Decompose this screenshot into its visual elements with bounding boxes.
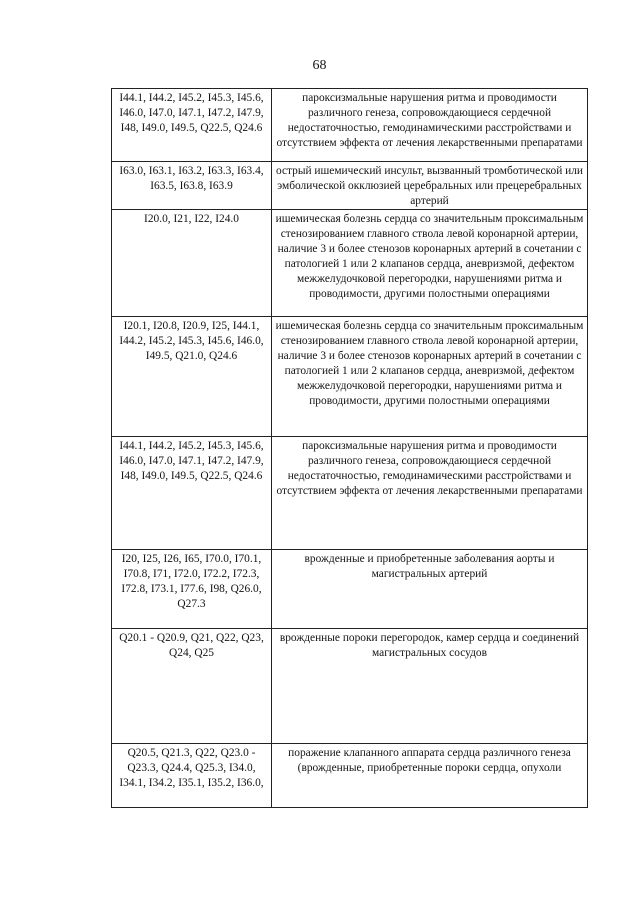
description-cell: пароксизмальные нарушения ритма и проводимости различного генеза, сопровождающиеся сердечной недостаточностью, гемодинамическими расстройствами и отсутствием эффекта от лечения лекарственными препаратами <box>272 89 588 162</box>
table-row <box>112 437 588 550</box>
description-cell: врожденные пороки перегородок, камер сердца и соединений магистральных сосудов <box>272 629 588 744</box>
page-number: 68 <box>312 58 327 73</box>
table-row <box>112 162 588 210</box>
description-cell: поражение клапанного аппарата сердца различного генеза (врожденные, приобретенные пороки сердца, опухоли <box>272 744 588 808</box>
codes-cell: I20, I25, I26, I65, I70.0, I70.1, I70.8, I71, I72.0, I72.2, I72.3, I72.8, I73.1, I77.6, I98, Q26.0, Q27.3 <box>112 550 272 629</box>
diagnosis-codes-table <box>111 88 588 808</box>
codes-cell: I20.1, I20.8, I20.9, I25, I44.1, I44.2, I45.2, I45.3, I45.6, I46.0, I49.5, Q21.0, Q24.6 <box>112 317 272 437</box>
table-row <box>112 629 588 744</box>
table-row <box>112 550 588 629</box>
description-cell: врожденные и приобретенные заболевания аорты и магистральных артерий <box>272 550 588 629</box>
table-row <box>112 744 588 808</box>
description-cell: пароксизмальные нарушения ритма и проводимости различного генеза, сопровождающиеся сердечной недостаточностью, гемодинамическими расстройствами и отсутствием эффекта от лечения лекарственными препаратами <box>272 437 588 550</box>
codes-cell: I63.0, I63.1, I63.2, I63.3, I63.4, I63.5, I63.8, I63.9 <box>112 162 272 210</box>
table-row <box>112 210 588 317</box>
codes-cell: I20.0, I21, I22, I24.0 <box>112 210 272 317</box>
table-row <box>112 317 588 437</box>
table-row <box>112 89 588 162</box>
codes-cell: Q20.5, Q21.3, Q22, Q23.0 - Q23.3, Q24.4, Q25.3, I34.0, I34.1, I34.2, I35.1, I35.2, I36.0, <box>112 744 272 808</box>
codes-cell: I44.1, I44.2, I45.2, I45.3, I45.6, I46.0, I47.0, I47.1, I47.2, I47.9, I48, I49.0, I49.5, Q22.5, Q24.6 <box>112 437 272 550</box>
description-cell: острый ишемический инсульт, вызванный тромботической или эмболической окклюзией церебральных или прецеребральных артерий <box>272 162 588 210</box>
description-cell: ишемическая болезнь сердца со значительным проксимальным стенозированием главного ствола левой коронарной артерии, наличие 3 и более стенозов коронарных артерий в сочетании с патологией 1 или 2 клапанов сердца, аневризмой, дефектом межжелудочковой перегородки, нарушениями ритма и проводимости, другими полостными операциями <box>272 317 588 437</box>
description-cell: ишемическая болезнь сердца со значительным проксимальным стенозированием главного ствола левой коронарной артерии, наличие 3 и более стенозов коронарных артерий в сочетании с патологией 1 или 2 клапанов сердца, аневризмой, дефектом межжелудочковой перегородки, нарушениями ритма и проводимости, другими полостными операциями <box>272 210 588 317</box>
codes-cell: Q20.1 - Q20.9, Q21, Q22, Q23, Q24, Q25 <box>112 629 272 744</box>
codes-cell: I44.1, I44.2, I45.2, I45.3, I45.6, I46.0, I47.0, I47.1, I47.2, I47.9, I48, I49.0, I49.5, Q22.5, Q24.6 <box>112 89 272 162</box>
